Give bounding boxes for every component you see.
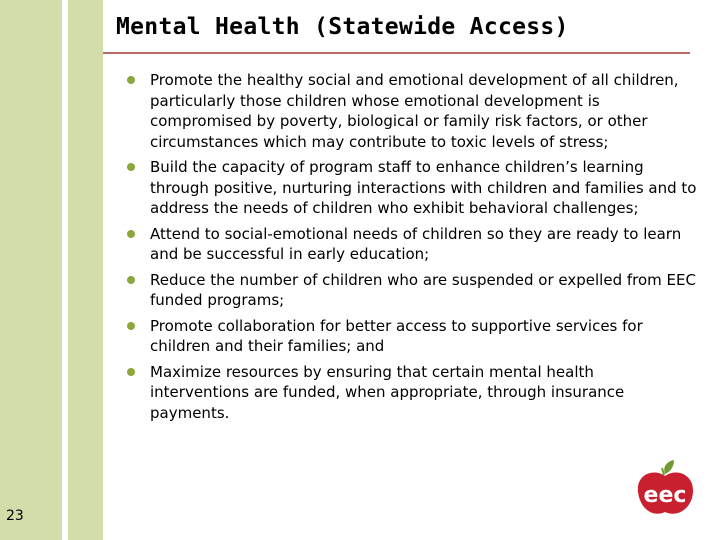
bullet-text: Promote collaboration for better access to supportive services for children and their families; and [150, 316, 643, 355]
bullet-text: Reduce the number of children who are suspended or expelled from EEC funded programs; [150, 270, 696, 309]
side-stripe [62, 0, 68, 540]
bullet-dot-icon [127, 322, 135, 330]
bullet-dot-icon [127, 276, 135, 284]
bullet-item [127, 270, 697, 311]
bullet-text: Promote the healthy social and emotional development of all children, particularly those children whose emotional development is compromised by poverty, biological or family risk factors, or other circumstances which may contribute to toxic levels of stress; [150, 71, 679, 151]
side-band [0, 0, 103, 540]
bullet-list [127, 70, 697, 428]
logo-text: eec [643, 483, 687, 508]
eec-logo [632, 458, 698, 518]
bullet-item [127, 157, 697, 219]
apple-stem-icon [662, 468, 664, 475]
bullet-dot-icon [127, 163, 135, 171]
bullet-item [127, 362, 697, 424]
page-number: 23 [6, 508, 24, 524]
slide-title: Mental Health (Statewide Access) [116, 14, 569, 40]
apple-leaf-icon [664, 460, 674, 474]
bullet-text: Attend to social-emotional needs of children so they are ready to learn and be successful in early education; [150, 224, 682, 263]
bullet-item [127, 70, 697, 152]
bullet-dot-icon [127, 76, 135, 84]
bullet-text: Build the capacity of program staff to enhance children’s learning through positive, nurturing interactions with children and families and to address the needs of children who exhibit behavioral challenges; [150, 158, 697, 217]
bullet-item [127, 316, 697, 357]
bullet-dot-icon [127, 230, 135, 238]
bullet-text: Maximize resources by ensuring that certain mental health interventions are funded, when appropriate, through insurance payments. [150, 362, 625, 422]
bullet-item [127, 224, 697, 265]
title-divider [103, 52, 690, 54]
bullet-dot-icon [127, 368, 135, 376]
